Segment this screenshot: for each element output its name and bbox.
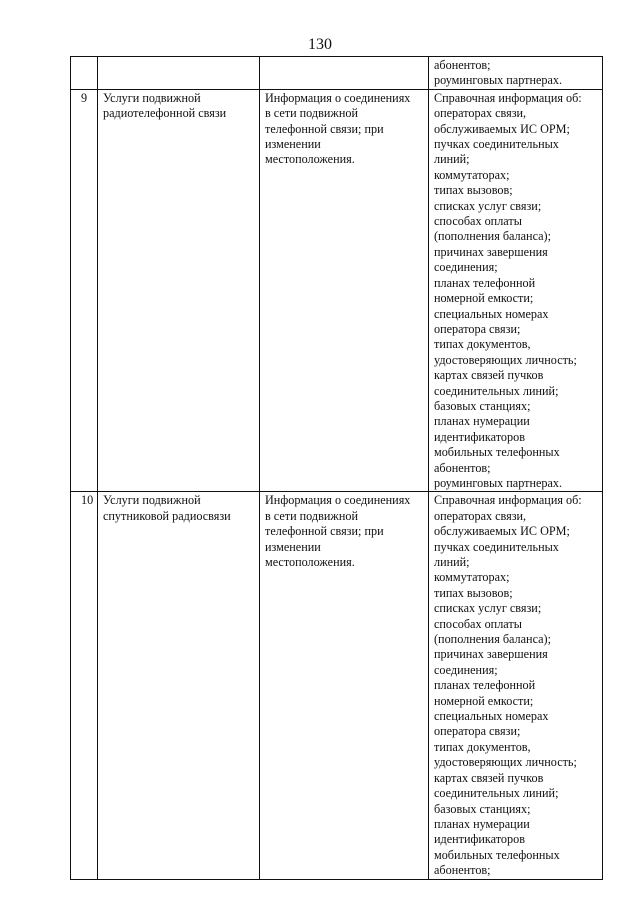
- cell-line: пучках соединительных: [434, 539, 559, 554]
- cell-line: способах оплаты: [434, 214, 522, 229]
- cell-line: Информация о соединениях: [265, 493, 411, 508]
- service-cell: [98, 57, 260, 90]
- service-cell: [98, 492, 260, 879]
- cell-line: типах вызовов;: [434, 585, 513, 600]
- cell-line: коммутаторах;: [434, 167, 510, 182]
- cell-line: обслуживаемых ИС ОРМ;: [434, 524, 570, 539]
- cell-line: обслуживаемых ИС ОРМ;: [434, 121, 570, 136]
- services-table: [70, 56, 603, 880]
- service-cell: [98, 89, 260, 492]
- info-cell: [260, 89, 429, 492]
- cell-line: списках услуг связи;: [434, 601, 542, 616]
- cell-line: номерной емкости;: [434, 291, 534, 306]
- cell-line: пучках соединительных: [434, 137, 559, 152]
- cell-line: абонентов;: [434, 863, 491, 878]
- cell-line: Услуги подвижной: [103, 90, 201, 105]
- row-number: 9: [71, 89, 98, 492]
- cell-line: причинах завершения: [434, 647, 548, 662]
- cell-line: операторах связи,: [434, 508, 527, 523]
- cell-line: линий;: [434, 555, 470, 569]
- cell-line: базовых станциях;: [434, 398, 531, 413]
- cell-line: специальных номерах: [434, 306, 549, 321]
- cell-line: Справочная информация об:: [434, 493, 582, 508]
- cell-line: местоположения.: [265, 152, 355, 167]
- cell-line: Справочная информация об:: [434, 90, 582, 105]
- row-number: 10: [71, 492, 98, 879]
- cell-line: удостоверяющих личность;: [434, 352, 577, 367]
- cell-line: (пополнения баланса);: [434, 229, 551, 244]
- cell-line: списках услуг связи;: [434, 198, 542, 213]
- cell-line: картах связей пучков: [434, 368, 544, 383]
- cell-line: линий;: [434, 152, 470, 167]
- cell-line: коммутаторах;: [434, 570, 510, 585]
- table-row-continuation: [71, 57, 603, 90]
- cell-line: идентификаторов: [434, 429, 525, 444]
- cell-line: радиотелефонной связи: [103, 106, 227, 121]
- cell-line: изменении: [265, 137, 321, 152]
- cell-line: операторах связи,: [434, 106, 527, 121]
- number-cell: [71, 57, 98, 90]
- reference-cell: [429, 57, 603, 90]
- reference-line: абонентов;: [434, 58, 491, 72]
- cell-line: соединения;: [434, 662, 498, 677]
- cell-line: соединительных линий;: [434, 786, 559, 801]
- reference-cell: [429, 89, 603, 492]
- cell-line: способах оплаты: [434, 616, 522, 631]
- cell-line: телефонной связи; при: [265, 524, 384, 539]
- cell-line: местоположения.: [265, 555, 355, 569]
- cell-line: соединительных линий;: [434, 383, 559, 398]
- info-cell: [260, 57, 429, 90]
- cell-line: соединения;: [434, 260, 498, 275]
- cell-line: Услуги подвижной: [103, 493, 201, 508]
- cell-line: в сети подвижной: [265, 106, 358, 121]
- cell-line: планах телефонной: [434, 678, 536, 693]
- cell-line: типах вызовов;: [434, 183, 513, 198]
- cell-line: типах документов,: [434, 739, 531, 754]
- cell-line: картах связей пучков: [434, 770, 544, 785]
- reference-cell: [429, 492, 603, 879]
- reference-line: роуминговых партнерах.: [434, 73, 563, 88]
- cell-line: спутниковой радиосвязи: [103, 508, 231, 523]
- cell-line: номерной емкости;: [434, 693, 534, 708]
- table-row: [71, 89, 603, 492]
- cell-line: базовых станциях;: [434, 801, 531, 816]
- cell-line: Информация о соединениях: [265, 90, 411, 105]
- cell-line: планах нумерации: [434, 414, 530, 429]
- table-row: [71, 492, 603, 879]
- cell-line: планах телефонной: [434, 275, 536, 290]
- cell-line: в сети подвижной: [265, 508, 358, 523]
- cell-line: оператора связи;: [434, 321, 521, 336]
- cell-line: причинах завершения: [434, 244, 548, 259]
- cell-line: специальных номерах: [434, 709, 549, 724]
- cell-line: абонентов;: [434, 460, 491, 475]
- cell-line: оператора связи;: [434, 724, 521, 739]
- cell-line: удостоверяющих личность;: [434, 755, 577, 770]
- cell-line: мобильных телефонных: [434, 445, 560, 460]
- cell-line: типах документов,: [434, 337, 531, 352]
- cell-line: мобильных телефонных: [434, 847, 560, 862]
- page-number: 130: [308, 36, 332, 53]
- cell-line: (пополнения баланса);: [434, 632, 551, 647]
- cell-line: планах нумерации: [434, 816, 530, 831]
- cell-line: изменении: [265, 539, 321, 554]
- info-cell: [260, 492, 429, 879]
- cell-line: идентификаторов: [434, 832, 525, 847]
- cell-line: роуминговых партнерах.: [434, 475, 563, 490]
- cell-line: телефонной связи; при: [265, 121, 384, 136]
